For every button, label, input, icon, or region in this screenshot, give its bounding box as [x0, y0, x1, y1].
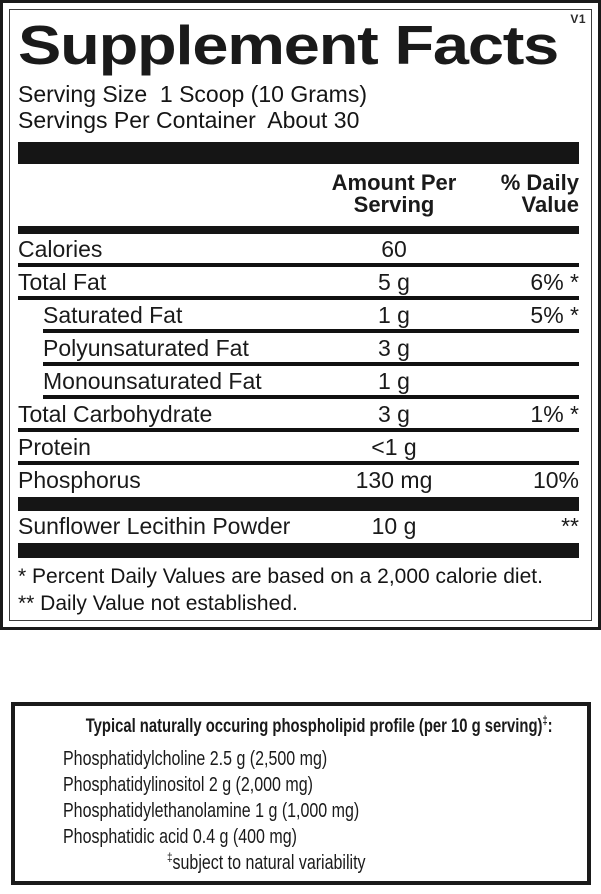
ingredient-daily-value: **: [561, 513, 579, 540]
nutrient-row-calories: [18, 234, 579, 263]
percent-daily-value-header: % Daily Value: [500, 170, 579, 218]
nutrient-name: Saturated Fat: [43, 302, 183, 329]
natural-variability-note: ‡subject to natural variability: [167, 850, 366, 874]
nutrient-name: Phosphorus: [18, 467, 141, 494]
nutrient-amount: 3 g: [378, 335, 410, 362]
supplement-facts-title: Supplement Facts: [18, 14, 559, 76]
nutrient-name: Polyunsaturated Fat: [43, 335, 249, 362]
nutrient-amount: <1 g: [371, 434, 417, 461]
nutrient-daily-value: 10%: [532, 467, 579, 494]
nutrient-row-protein: [18, 432, 579, 461]
nutrient-row-phosphorus: [18, 465, 579, 494]
dagger-marker: ‡: [542, 714, 548, 728]
amount-per-serving-header: Amount Per Serving: [331, 170, 457, 218]
nutrient-row-monounsaturated-fat: [18, 366, 579, 395]
nutrient-daily-value: 5% *: [530, 302, 579, 329]
column-header-row: [18, 172, 579, 220]
phospholipid-item: Phosphatidylinositol 2 g (2,000 mg): [63, 774, 313, 796]
dagger-marker: ‡: [167, 850, 173, 865]
phospholipid-item: Phosphatidylethanolamine 1 g (1,000 mg): [63, 800, 360, 822]
divider-bar-thick: [18, 142, 579, 164]
footnote-dv-not-established: ** Daily Value not established.: [18, 592, 298, 616]
phospholipid-item: Phosphatidic acid 0.4 g (400 mg): [63, 826, 297, 848]
serving-size-line: Serving Size 1 Scoop (10 Grams): [18, 81, 367, 108]
ingredient-name: Sunflower Lecithin Powder: [18, 513, 291, 540]
nutrient-name: Monounsaturated Fat: [43, 368, 262, 395]
nutrient-name: Calories: [18, 236, 103, 263]
supplement-facts-inner-frame: [9, 9, 592, 621]
footnote-daily-values: * Percent Daily Values are based on a 2,000 calorie diet.: [18, 565, 543, 589]
nutrient-amount: 1 g: [378, 368, 410, 395]
nutrient-amount: 1 g: [378, 302, 410, 329]
nutrient-name: Total Fat: [18, 269, 107, 296]
nutrient-amount: 60: [381, 236, 407, 263]
nutrient-daily-value: 6% *: [530, 269, 579, 296]
phospholipid-item: Phosphatidylcholine 2.5 g (2,500 mg): [63, 748, 328, 770]
divider-bar-thick: [18, 497, 579, 511]
phospholipid-profile-title: Typical naturally occuring phospholipid profile (per 10 g serving)‡:: [85, 714, 553, 737]
ingredient-amount: 10 g: [371, 513, 417, 540]
phospholipid-item-list: [25, 746, 577, 850]
nutrient-row-saturated-fat: [18, 300, 579, 329]
nutrient-row-total-carbohydrate: [18, 399, 579, 428]
divider-bar-medium: [18, 226, 579, 234]
nutrient-row-total-fat: [18, 267, 579, 296]
servings-per-container-line: Servings Per Container About 30: [18, 107, 360, 134]
version-tag: V1: [570, 12, 586, 26]
nutrient-row-polyunsaturated-fat: [18, 333, 579, 362]
divider-bar-thick: [18, 543, 579, 558]
nutrient-amount: 3 g: [378, 401, 410, 428]
ingredient-row-sunflower-lecithin: [18, 511, 579, 540]
nutrient-name: Total Carbohydrate: [18, 401, 213, 428]
nutrient-daily-value: 1% *: [530, 401, 579, 428]
nutrient-amount: 5 g: [378, 269, 410, 296]
footnotes: [18, 563, 579, 617]
phospholipid-profile-box: [11, 702, 591, 885]
nutrient-amount: 130 mg: [355, 467, 433, 494]
nutrient-name: Protein: [18, 434, 91, 461]
